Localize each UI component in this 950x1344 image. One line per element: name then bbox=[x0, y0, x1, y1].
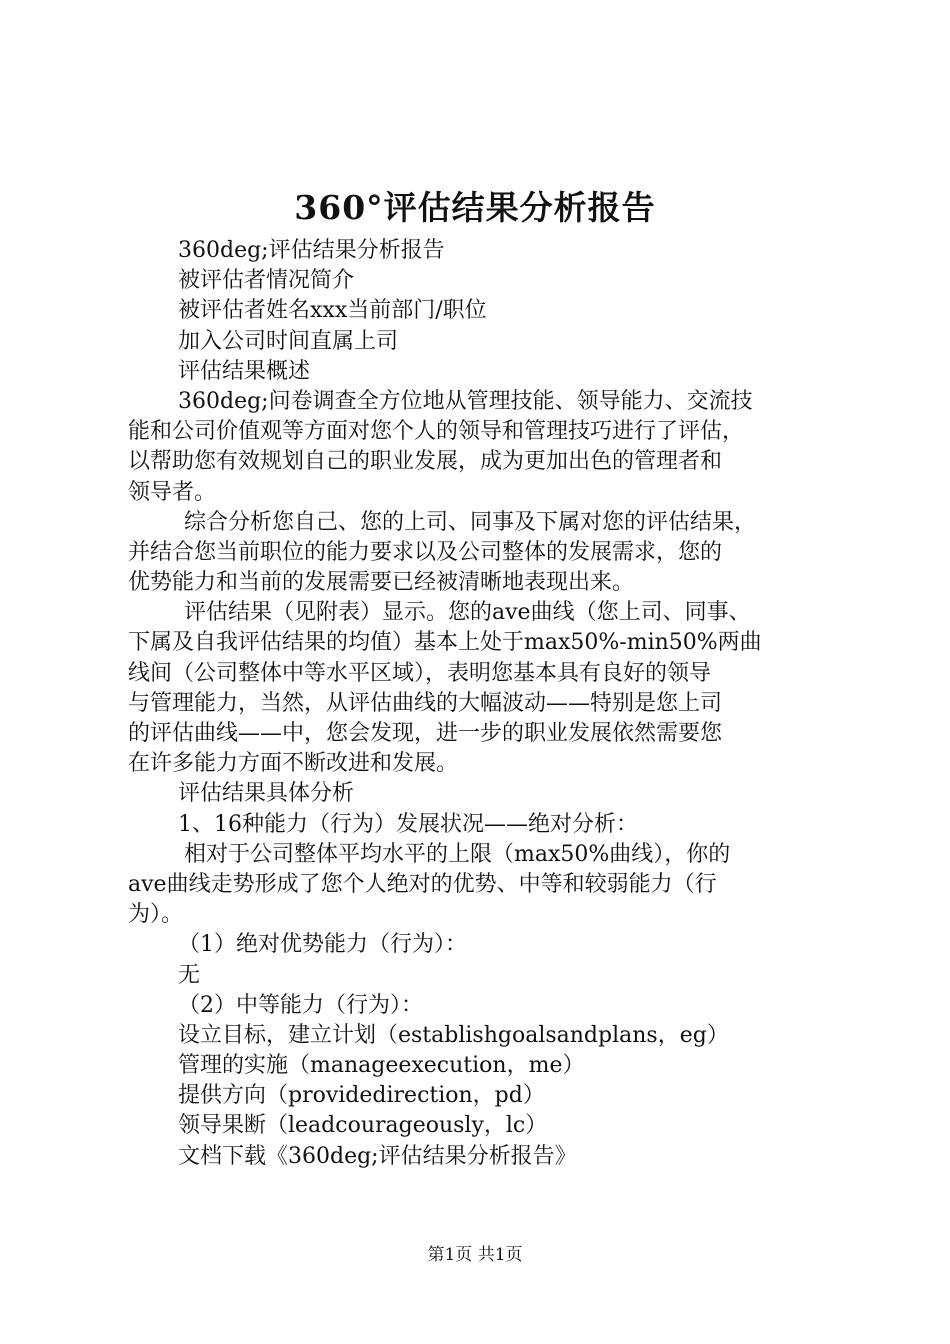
body-line: 被评估者姓名xxx当前部门/职位 bbox=[178, 298, 487, 324]
body-line: 与管理能力，当然，从评估曲线的大幅波动——特别是您上司 bbox=[128, 690, 723, 716]
document-body bbox=[128, 236, 838, 1172]
document-title: 360°评估结果分析报告 bbox=[294, 188, 656, 227]
body-line: 线间（公司整体中等水平区域），表明您基本具有良好的领导 bbox=[128, 660, 712, 686]
download-link[interactable]: 文档下载《360deg;评估结果分析报告》 bbox=[178, 1143, 577, 1169]
body-line: 综合分析您自己、您的上司、同事及下属对您的评估结果， bbox=[184, 509, 757, 535]
body-line: 加入公司时间直属上司 bbox=[178, 328, 399, 354]
body-line: 优势能力和当前的发展需要已经被清晰地表现出来。 bbox=[128, 570, 635, 596]
body-line: 并结合您当前职位的能力要求以及公司整体的发展需求，您的 bbox=[128, 539, 723, 565]
body-line: 无 bbox=[178, 962, 201, 988]
body-line: 以帮助您有效规划自己的职业发展，成为更加出色的管理者和 bbox=[128, 449, 723, 475]
body-line: 管理的实施（manageexecution，me） bbox=[178, 1053, 585, 1079]
body-line: 的评估曲线——中，您会发现，进一步的职业发展依然需要您 bbox=[128, 721, 723, 746]
body-line: 在许多能力方面不断改进和发展。 bbox=[128, 751, 459, 777]
body-line: 360deg;问卷调查全方位地从管理技能、领导能力、交流技 bbox=[178, 388, 753, 414]
page-footer: 第1页 共1页 bbox=[427, 1245, 523, 1265]
body-line: 领导者。 bbox=[128, 479, 217, 505]
body-line: 被评估者情况简介 bbox=[178, 268, 355, 294]
body-line: 评估结果具体分析 bbox=[178, 781, 355, 807]
body-line: （2）中等能力（行为）： bbox=[178, 992, 423, 1018]
body-line: 提供方向（providedirection，pd） bbox=[178, 1083, 545, 1109]
body-line: 相对于公司整体平均水平的上限（max50%曲线），你的 bbox=[184, 841, 731, 867]
body-line: 能和公司价值观等方面对您个人的领导和管理技巧进行了评估， bbox=[128, 419, 745, 445]
body-line: （1）绝对优势能力（行为）： bbox=[178, 932, 467, 958]
body-line: 下属及自我评估结果的均值）基本上处于max50%-min50%两曲 bbox=[128, 630, 762, 656]
body-line: 评估结果概述 bbox=[178, 358, 311, 384]
body-line: 1、16种能力（行为）发展状况——绝对分析： bbox=[178, 811, 638, 837]
body-line: 为）。 bbox=[128, 902, 184, 928]
body-line: ave曲线走势形成了您个人绝对的优势、中等和较弱能力（行 bbox=[128, 871, 717, 897]
body-line: 360deg;评估结果分析报告 bbox=[178, 238, 445, 263]
body-line: 领导果断（leadcourageously，lc） bbox=[178, 1113, 548, 1139]
body-line: 评估结果（见附表）显示。您的ave曲线（您上司、同事、 bbox=[184, 600, 751, 626]
body-line: 设立目标，建立计划（establishgoalsandplans，eg） bbox=[178, 1022, 729, 1048]
